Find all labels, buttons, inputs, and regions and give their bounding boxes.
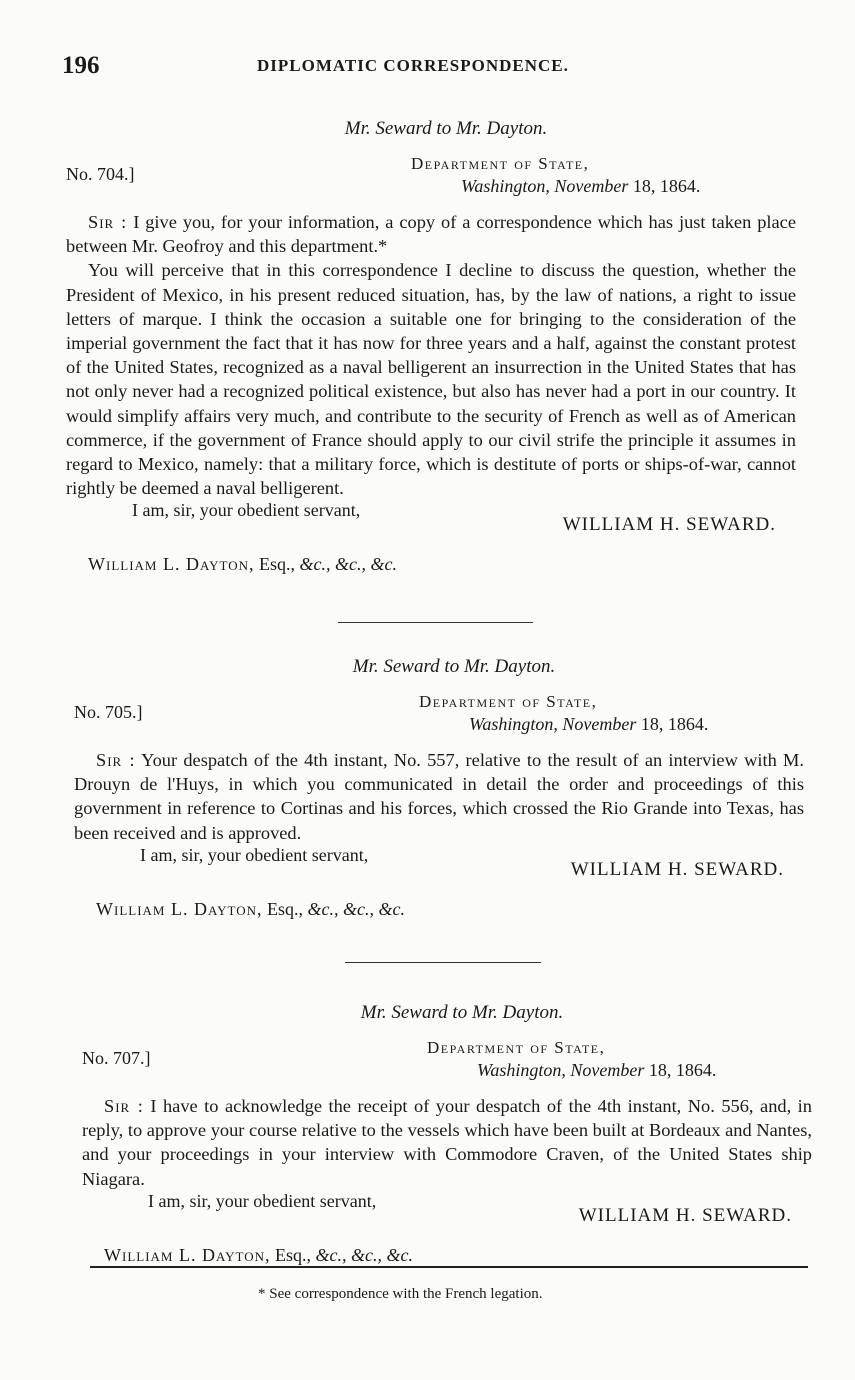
department-name: Department of State,: [427, 1038, 606, 1057]
closing-text: I am, sir, your obedient servant,: [140, 844, 369, 865]
letter-paragraph: [66, 258, 796, 500]
addressee-suffix: Esq.,: [259, 554, 296, 575]
letter-place: Washington, November: [477, 1060, 645, 1080]
addressee-name: William L. Dayton,: [96, 898, 263, 919]
letter-place-date: [469, 714, 708, 735]
letter-707: [82, 1002, 812, 1266]
letter-body: [82, 1094, 812, 1191]
addressee: [104, 1245, 812, 1266]
footnote-rule: [90, 1266, 808, 1268]
addressee: [96, 899, 804, 920]
letter-date: 18, 1864.: [632, 176, 701, 196]
letter-date: 18, 1864.: [648, 1060, 717, 1080]
addressee-suffix: Esq.,: [267, 898, 304, 919]
paragraph-text: I have to acknowledge the receipt of your despatch of the 4th instant, No. 556, and, in reply, to approve your course relative to the vessels which have been built at Bordeaux and Nantes, and your proceedings in your interview with Commodore Craven, of the United States ship Niagara.: [82, 1096, 812, 1189]
footnote: * See correspondence with the French legation.: [258, 1286, 543, 1302]
addressee-etc: &c., &c., &c.: [299, 554, 398, 575]
page-number: 196: [62, 52, 100, 79]
salutation: Sir :: [104, 1096, 144, 1116]
letter-number: No. 707.]: [82, 1048, 151, 1068]
department-name: Department of State,: [419, 692, 598, 711]
letter-704: [66, 118, 796, 575]
paragraph-text: You will perceive that in this correspondence I decline to discuss the question, whether the President of Mexico, in his present reduced situation, has, by the law of nations, a right to issue letters of marque. I think the occasion a suitable one for bringing to the consideration of the imperial government the fact that it has now for three years and a half, against the constant protest of the United States, recognized as a naval belligerent an insurrection in the United States that has not only never had a recognized political existence, but also has never had a port in our country. It would simplify affairs very much, and contribute to the security of French as well as of American commerce, if the government of France should apply to our civil strife the principle it assumes in regard to Mexico, namely: that a military force, which is destitute of ports or ships-of-war, cannot rightly be deemed a naval belligerent.: [66, 260, 796, 499]
letter-closing: [82, 1191, 812, 1239]
addressee-name: William L. Dayton,: [88, 554, 255, 575]
addressee: [88, 554, 796, 575]
letter-title: Mr. Seward to Mr. Dayton.: [344, 118, 548, 139]
letter-title: Mr. Seward to Mr. Dayton.: [352, 656, 556, 677]
letter-dateline: [82, 1038, 812, 1090]
letter-number: No. 704.]: [66, 164, 135, 184]
section-divider: [345, 962, 541, 963]
letter-number: No. 705.]: [74, 702, 143, 722]
page-header: [62, 52, 802, 82]
addressee-etc: &c., &c., &c.: [315, 1244, 414, 1265]
department-name: Department of State,: [411, 154, 590, 173]
letter-705: [74, 656, 804, 920]
letter-place: Washington, November: [469, 714, 637, 734]
paragraph-text: Your despatch of the 4th instant, No. 557, relative to the result of an interview with M. Drouyn de l'Huys, in which you communicated in detail the order and proceedings of this government in reference to Cortinas and his forces, which crossed the Rio Grande into Texas, has been received and is approved.: [74, 750, 804, 843]
letter-dateline: [66, 154, 796, 206]
addressee-suffix: Esq.,: [275, 1244, 312, 1265]
letter-date: 18, 1864.: [640, 714, 709, 734]
signature: WILLIAM H. SEWARD.: [562, 514, 776, 536]
paragraph-text: I give you, for your information, a copy of a correspondence which has just taken place between Mr. Geofroy and this department.*: [66, 212, 796, 257]
letter-closing: [74, 845, 804, 893]
addressee-etc: &c., &c., &c.: [307, 898, 406, 919]
letter-place-date: [477, 1060, 716, 1081]
salutation: Sir :: [88, 212, 128, 232]
signature: WILLIAM H. SEWARD.: [570, 858, 784, 880]
closing-text: I am, sir, your obedient servant,: [148, 1190, 377, 1211]
salutation: Sir :: [96, 750, 136, 770]
letter-place: Washington, November: [461, 176, 629, 196]
letter-body: [66, 210, 796, 500]
letter-closing: [66, 500, 796, 548]
addressee-name: William L. Dayton,: [104, 1244, 271, 1265]
letter-dateline: [74, 692, 804, 744]
letter-place-date: [461, 176, 700, 197]
closing-text: I am, sir, your obedient servant,: [132, 500, 361, 521]
section-divider: [338, 622, 533, 623]
letter-body: [74, 748, 804, 845]
letter-title: Mr. Seward to Mr. Dayton.: [360, 1002, 564, 1023]
letter-paragraph: [66, 210, 796, 258]
letter-paragraph: [74, 748, 804, 845]
signature: WILLIAM H. SEWARD.: [578, 1204, 792, 1226]
letter-paragraph: [82, 1094, 812, 1191]
running-head: DIPLOMATIC CORRESPONDENCE.: [257, 56, 569, 75]
